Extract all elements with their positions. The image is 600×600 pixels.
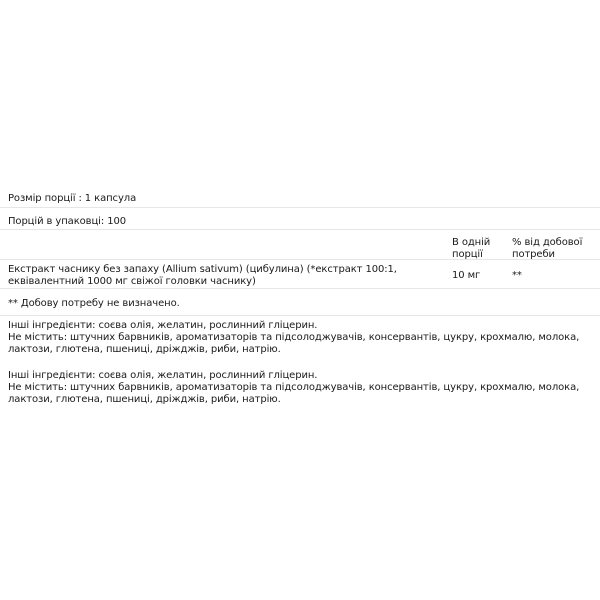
footnote-row — [0, 289, 600, 316]
amount-per-serving-header: В одній порції — [452, 237, 491, 260]
other-ingredients-text: Інші інгредієнти: соєва олія, желатин, рослинний гліцерин. — [8, 370, 318, 381]
other-ingredients-block — [0, 316, 600, 356]
table-header-row — [0, 230, 600, 260]
ingredient-row — [0, 260, 600, 289]
other-ingredients-block — [0, 356, 600, 406]
ingredient-daily-value: ** — [512, 270, 522, 281]
daily-value-header: % від добової потреби — [512, 237, 583, 260]
ingredient-amount: 10 мг — [452, 270, 481, 281]
servings-per-container-row — [0, 208, 600, 230]
does-not-contain-text: Не містить: штучних барвників, ароматизаторів та підсолоджувачів, консервантів, цукру, крохмалю, молока, лактози, глютена, пшениці, дріжджів, риби, натрію. — [8, 382, 580, 405]
supplement-facts-panel — [0, 186, 600, 406]
servings-per-container-text: Порцій в упаковці: 100 — [8, 216, 126, 227]
ingredient-name: Екстракт часнику без запаху (Allium sativum) (цибулина) (*екстракт 100:1, еквівалентний 1000 мг свіжої головки часнику) — [8, 264, 397, 287]
footnote-text: ** Добову потребу не визначено. — [8, 298, 180, 309]
serving-size-row — [0, 186, 600, 208]
other-ingredients-text: Інші інгредієнти: соєва олія, желатин, рослинний гліцерин. — [8, 320, 318, 331]
serving-size-text: Розмір порції : 1 капсула — [8, 193, 137, 204]
does-not-contain-text: Не містить: штучних барвників, ароматизаторів та підсолоджувачів, консервантів, цукру, крохмалю, молока, лактози, глютена, пшениці, дріжджів, риби, натрію. — [8, 332, 580, 355]
